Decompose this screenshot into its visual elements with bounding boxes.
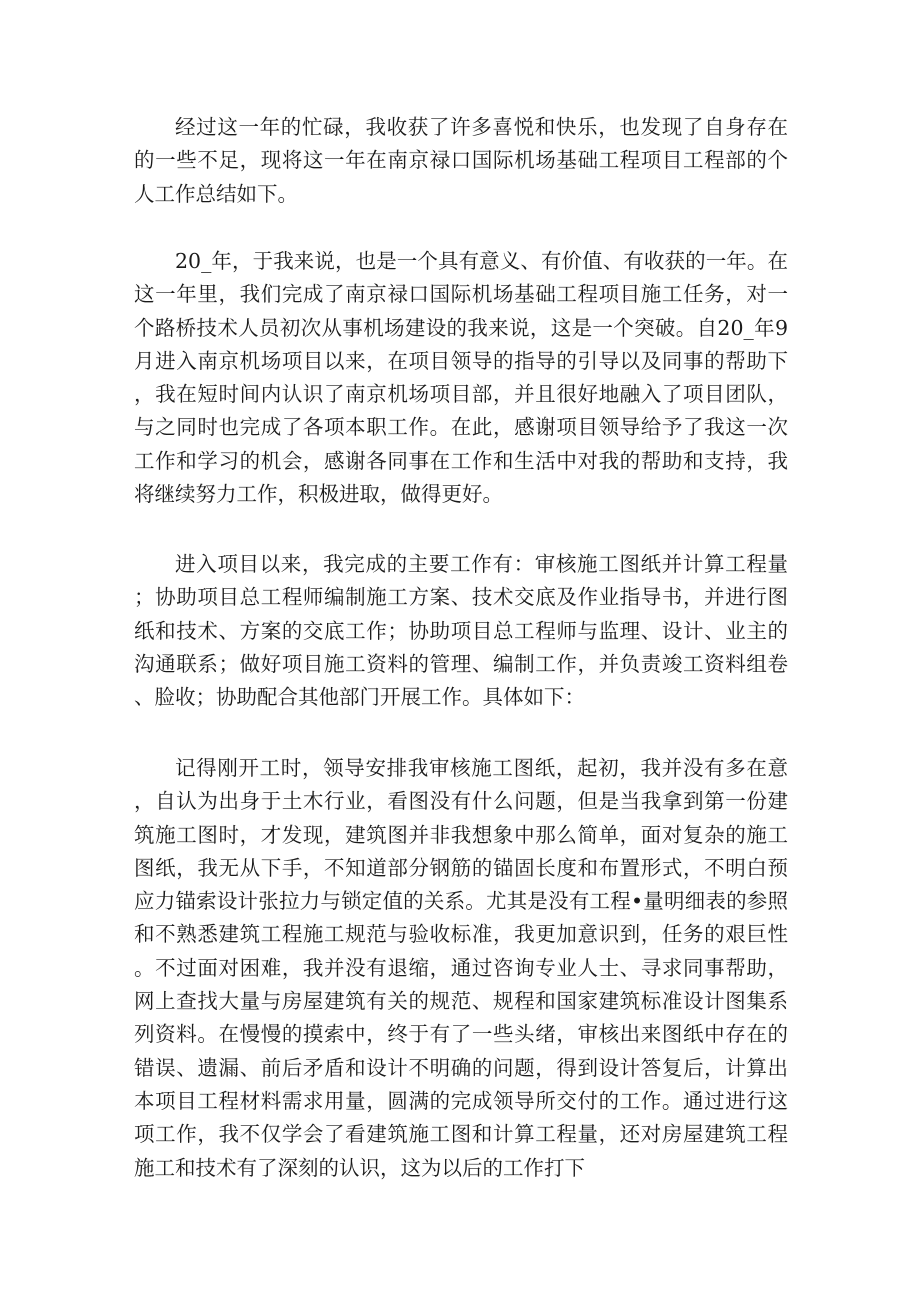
paragraph-drawing-review: 记得刚开工时，领导安排我审核施工图纸，起初，我并没有多在意，自认为出身于土木行业，看图没有什么问题，但是当我拿到第一份建筑施工图时，才发现，建筑图并非我想象中那么简单，面对复杂的施工图纸，我无从下手，不知道部分钢筋的锚固长度和布置形式，不明白预应力锚索设计张拉力与锁定值的关系。尤其是没有工程•量明细表的参照和不熟悉建筑工程施工规范与验收标准，我更加意识到，任务的艰巨性。不过面对困难，我并没有退缩，通过咨询专业人士、寻求同事帮助，网上查找大量与房屋建筑有关的规范、规程和国家建筑标准设计图集系列资料。在慢慢的摸索中，终于有了一些头绪，审核出来图纸中存在的错误、遗漏、前后矛盾和设计不明确的问题，得到设计答复后，计算出本项目工程材料需求用量，圆满的完成领导所交付的工作。通过进行这项工作，我不仅学会了看建筑施工图和计算工程量，还对房屋建筑工程施工和技术有了深刻的认识，这为以后的工作打下 [134,756,788,1180]
paragraph-year-overview: 20_年，于我来说，也是一个具有意义、有价值、有收获的一年。在这一年里，我们完成了南京禄口国际机场基础工程项目施工任务，对一个路桥技术人员初次从事机场建设的我来说，这是一个突破。自20_年9月进入南京机场项目以来，在项目领导的指导的引导以及同事的帮助下，我在短时间内认识了南京机场项目部，并且很好地融入了项目团队，与之同时也完成了各项本职工作。在此，感谢项目领导给予了我这一次工作和学习的机会，感谢各同事在工作和生活中对我的帮助和支持，我将继续努力工作，积极进取，做得更好。 [134,249,788,507]
paragraph-main-tasks: 进入项目以来，我完成的主要工作有：审核施工图纸并计算工程量；协助项目总工程师编制施工方案、技术交底及作业指导书，并进行图纸和技术、方案的交底工作；协助项目总工程师与监理、设计、业主的沟通联系；做好项目施工资料的管理、编制工作，并负责竣工资料组卷、脸收；协助配合其他部门开展工作。具体如下： [134,552,788,710]
paragraph-intro: 经过这一年的忙碌，我收获了许多喜悦和快乐，也发现了自身存在的一些不足，现将这一年在南京禄口国际机场基础工程项目工程部的个人工作总结如下。 [134,115,788,206]
